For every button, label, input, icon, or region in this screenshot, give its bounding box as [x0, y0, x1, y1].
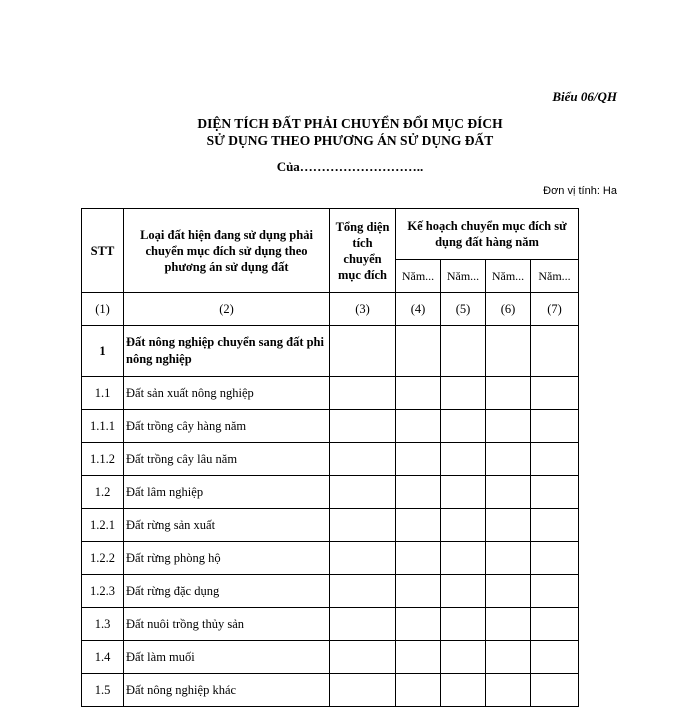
- cell-year[interactable]: [396, 575, 441, 608]
- cell-year[interactable]: [486, 377, 531, 410]
- cell-year[interactable]: [531, 575, 579, 608]
- cell-year[interactable]: [486, 542, 531, 575]
- column-index: (6): [486, 293, 531, 326]
- column-index: (2): [124, 293, 330, 326]
- cell-year[interactable]: [441, 641, 486, 674]
- column-index-row: [82, 293, 579, 326]
- cell-year[interactable]: [441, 326, 486, 377]
- column-index: (7): [531, 293, 579, 326]
- cell-year[interactable]: [486, 674, 531, 707]
- cell-total[interactable]: [330, 443, 396, 476]
- cell-year[interactable]: [396, 410, 441, 443]
- cell-year[interactable]: [396, 509, 441, 542]
- cell-year[interactable]: [486, 575, 531, 608]
- cell-year[interactable]: [531, 326, 579, 377]
- column-index: (3): [330, 293, 396, 326]
- row-stt: 1.1: [82, 377, 124, 410]
- unit-label: Đơn vị tính: Ha: [543, 185, 617, 197]
- cell-year[interactable]: [531, 443, 579, 476]
- cell-year[interactable]: [441, 476, 486, 509]
- row-land-type: Đất rừng đặc dụng: [124, 575, 330, 608]
- header-land-type: Loại đất hiện đang sử dụng phải chuyển mục đích sử dụng theo phương án sử dụng đất: [124, 209, 330, 293]
- cell-year[interactable]: [441, 377, 486, 410]
- table-row: [82, 575, 579, 608]
- cell-year[interactable]: [396, 641, 441, 674]
- row-stt: 1.2: [82, 476, 124, 509]
- cell-year[interactable]: [396, 326, 441, 377]
- row-land-type: Đất nông nghiệp khác: [124, 674, 330, 707]
- row-land-type: Đất trồng cây hàng năm: [124, 410, 330, 443]
- cell-year[interactable]: [396, 608, 441, 641]
- row-stt: 1: [82, 326, 124, 377]
- row-stt: 1.2.3: [82, 575, 124, 608]
- header-total-area: Tổng diện tích chuyển mục đích: [330, 209, 396, 293]
- cell-year[interactable]: [396, 443, 441, 476]
- row-land-type: Đất nông nghiệp chuyển sang đất phi nông nghiệp: [124, 326, 330, 377]
- column-index: (1): [82, 293, 124, 326]
- header-year: Năm...: [441, 260, 486, 293]
- title-line-1: DIỆN TÍCH ĐẤT PHẢI CHUYỂN ĐỔI MỤC ĐÍCH: [197, 116, 503, 131]
- cell-year[interactable]: [486, 443, 531, 476]
- cell-year[interactable]: [396, 476, 441, 509]
- cell-year[interactable]: [441, 542, 486, 575]
- cell-year[interactable]: [441, 509, 486, 542]
- header-stt: STT: [82, 209, 124, 293]
- table-row: [82, 443, 579, 476]
- cell-year[interactable]: [531, 674, 579, 707]
- cell-year[interactable]: [441, 608, 486, 641]
- row-land-type: Đất làm muối: [124, 641, 330, 674]
- cell-year[interactable]: [396, 674, 441, 707]
- cell-total[interactable]: [330, 509, 396, 542]
- cell-total[interactable]: [330, 377, 396, 410]
- cell-year[interactable]: [486, 326, 531, 377]
- row-stt: 1.1.1: [82, 410, 124, 443]
- cell-year[interactable]: [531, 509, 579, 542]
- row-stt: 1.2.2: [82, 542, 124, 575]
- cell-year[interactable]: [441, 410, 486, 443]
- cell-year[interactable]: [531, 641, 579, 674]
- cell-year[interactable]: [486, 608, 531, 641]
- table-row: [82, 476, 579, 509]
- cell-year[interactable]: [396, 542, 441, 575]
- row-stt: 1.1.2: [82, 443, 124, 476]
- cell-total[interactable]: [330, 575, 396, 608]
- row-land-type: Đất sản xuất nông nghiệp: [124, 377, 330, 410]
- cell-year[interactable]: [486, 641, 531, 674]
- table-row: [82, 509, 579, 542]
- title-line-2: SỬ DỤNG THEO PHƯƠNG ÁN SỬ DỤNG ĐẤT: [206, 133, 494, 148]
- cell-year[interactable]: [441, 443, 486, 476]
- table-row: [82, 326, 579, 377]
- column-index: (4): [396, 293, 441, 326]
- table-row: [82, 542, 579, 575]
- document-title: [0, 115, 700, 149]
- row-land-type: Đất lâm nghiệp: [124, 476, 330, 509]
- row-land-type: Đất trồng cây lâu năm: [124, 443, 330, 476]
- header-row: [82, 209, 579, 260]
- row-stt: 1.5: [82, 674, 124, 707]
- cell-year[interactable]: [531, 377, 579, 410]
- row-stt: 1.2.1: [82, 509, 124, 542]
- row-stt: 1.4: [82, 641, 124, 674]
- cell-year[interactable]: [531, 476, 579, 509]
- cell-total[interactable]: [330, 641, 396, 674]
- cell-year[interactable]: [441, 575, 486, 608]
- cell-total[interactable]: [330, 608, 396, 641]
- cell-total[interactable]: [330, 674, 396, 707]
- owner-line: Của………………………..: [276, 159, 424, 174]
- cell-total[interactable]: [330, 476, 396, 509]
- row-stt: 1.3: [82, 608, 124, 641]
- column-index: (5): [441, 293, 486, 326]
- header-annual-plan: Kế hoạch chuyển mục đích sử dụng đất hàng năm: [396, 209, 579, 260]
- form-code: Biểu 06/QH: [552, 89, 617, 104]
- header-year: Năm...: [396, 260, 441, 293]
- header-year: Năm...: [486, 260, 531, 293]
- cell-year[interactable]: [531, 608, 579, 641]
- row-land-type: Đất nuôi trồng thủy sản: [124, 608, 330, 641]
- header-year: Năm...: [531, 260, 579, 293]
- cell-year[interactable]: [441, 674, 486, 707]
- cell-year[interactable]: [396, 377, 441, 410]
- cell-year[interactable]: [486, 410, 531, 443]
- row-land-type: Đất rừng phòng hộ: [124, 542, 330, 575]
- table-row: [82, 410, 579, 443]
- cell-year[interactable]: [531, 410, 579, 443]
- cell-year[interactable]: [531, 542, 579, 575]
- cell-year[interactable]: [486, 476, 531, 509]
- table-row: [82, 377, 579, 410]
- cell-total[interactable]: [330, 542, 396, 575]
- table-row: [82, 674, 579, 707]
- table-row: [82, 641, 579, 674]
- land-conversion-table: [81, 208, 579, 707]
- cell-total[interactable]: [330, 326, 396, 377]
- cell-year[interactable]: [486, 509, 531, 542]
- cell-total[interactable]: [330, 410, 396, 443]
- row-land-type: Đất rừng sản xuất: [124, 509, 330, 542]
- table-row: [82, 608, 579, 641]
